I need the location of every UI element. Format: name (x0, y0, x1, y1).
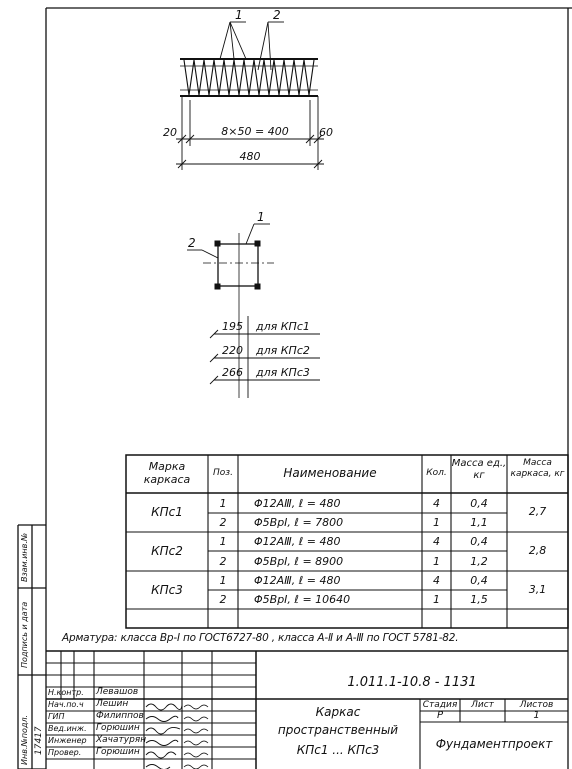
inv-orig-label: Инв.№подл. (20, 714, 29, 765)
pos-cell: 1 (219, 574, 227, 587)
mass-cell: 1,1 (470, 516, 488, 529)
qty-cell: 4 (433, 497, 440, 510)
dim-middle: 8×50 = 400 (221, 125, 289, 138)
sheet-label: Лист (471, 700, 494, 710)
organization: Фундаментпроект (435, 737, 553, 751)
role-label: Н.контр. (48, 688, 84, 697)
dim-left: 20 (163, 126, 177, 139)
title-line-2: пространственный (277, 723, 399, 737)
item-name: Φ12АⅢ, ℓ = 480 (254, 497, 341, 510)
person-name: Хачатурян (96, 735, 147, 745)
person-name: Лешин (96, 699, 129, 709)
role-label: ГИП (48, 712, 65, 721)
item-name: Φ5ВрI, ℓ = 7800 (254, 516, 344, 529)
qty-cell: 1 (433, 593, 440, 606)
title-line-1: Каркас (315, 705, 361, 719)
signature-date-label: Подпись и дата (20, 601, 29, 668)
person-name: Левашов (96, 687, 139, 697)
mass-cell: 0,4 (470, 497, 488, 510)
plan-callout-2: 2 (273, 8, 281, 22)
height-value-2: 220 (222, 344, 243, 357)
mark-kps2: КПс2 (151, 544, 183, 558)
stage-value: Р (436, 710, 444, 721)
height-label-3: для КПс3 (256, 366, 310, 379)
section-callout-1: 1 (257, 210, 265, 224)
mark-kps3: КПс3 (151, 583, 183, 597)
dim-total: 480 (239, 150, 261, 163)
header-frame-mass: Масса каркаса, кг (510, 458, 565, 479)
header-qty: Кол. (426, 468, 447, 478)
header-name: Наименование (283, 466, 377, 480)
height-value-1: 195 (222, 320, 243, 333)
frame-mass-kps2: 2,8 (528, 544, 547, 557)
frame-mass-kps3: 3,1 (528, 583, 547, 596)
qty-cell: 1 (433, 516, 440, 529)
header-unit-mass: Масса ед., кг (451, 458, 507, 481)
qty-cell: 1 (433, 555, 440, 568)
height-label-1: для КПс1 (256, 320, 310, 333)
stage-label: Стадия (422, 700, 458, 710)
mark-kps1: КПс1 (151, 505, 183, 519)
pos-cell: 2 (219, 593, 227, 606)
inv-subst-label: Взам.инв.№ (20, 532, 29, 582)
dim-right: 60 (319, 126, 333, 139)
reinforcement-note: Арматура: класса Вр-I по ГОСТ6727-80 , класса А-Ⅱ и А-Ⅲ по ГОСТ 5781-82. (62, 632, 459, 644)
role-label: Нач.по.ч (48, 700, 84, 709)
role-label: Инженер (48, 736, 87, 745)
drawing-code: 1.011.1-10.8 - 1131 (347, 675, 477, 690)
item-name: Φ12АⅢ, ℓ = 480 (254, 574, 341, 587)
mass-cell: 1,5 (470, 593, 488, 606)
item-name: Φ12АⅢ, ℓ = 480 (254, 535, 341, 548)
header-pos: Поз. (213, 468, 233, 478)
title-line-3: КПс1 ... КПс3 (296, 743, 380, 757)
mass-cell: 1,2 (470, 555, 488, 568)
pos-cell: 2 (219, 555, 227, 568)
frame-mass-kps1: 2,7 (528, 505, 547, 518)
inv-number: 17417 (34, 726, 44, 755)
sheets-value: 1 (533, 710, 540, 721)
role-label: Вед.инж. (48, 724, 87, 733)
frame-plan-view (176, 22, 324, 170)
person-name: Горюшин (96, 747, 140, 757)
item-name: Φ5ВрI, ℓ = 8900 (254, 555, 344, 568)
pos-cell: 2 (219, 516, 227, 529)
plan-callout-1: 1 (235, 8, 243, 22)
mass-cell: 0,4 (470, 535, 488, 548)
pos-cell: 1 (219, 497, 227, 510)
header-mark: Марка каркаса (143, 460, 191, 486)
height-value-3: 266 (222, 366, 243, 379)
role-label: Провер. (48, 748, 82, 757)
qty-cell: 4 (433, 574, 440, 587)
section-callout-2: 2 (188, 236, 196, 250)
qty-cell: 4 (433, 535, 440, 548)
pos-cell: 1 (219, 535, 227, 548)
mass-cell: 0,4 (470, 574, 488, 587)
height-label-2: для КПс2 (256, 344, 310, 357)
sheets-label: Листов (519, 700, 554, 710)
person-name: Филиппов (96, 711, 144, 721)
person-name: Горюшин (96, 723, 140, 733)
item-name: Φ5ВрI, ℓ = 10640 (254, 593, 351, 606)
